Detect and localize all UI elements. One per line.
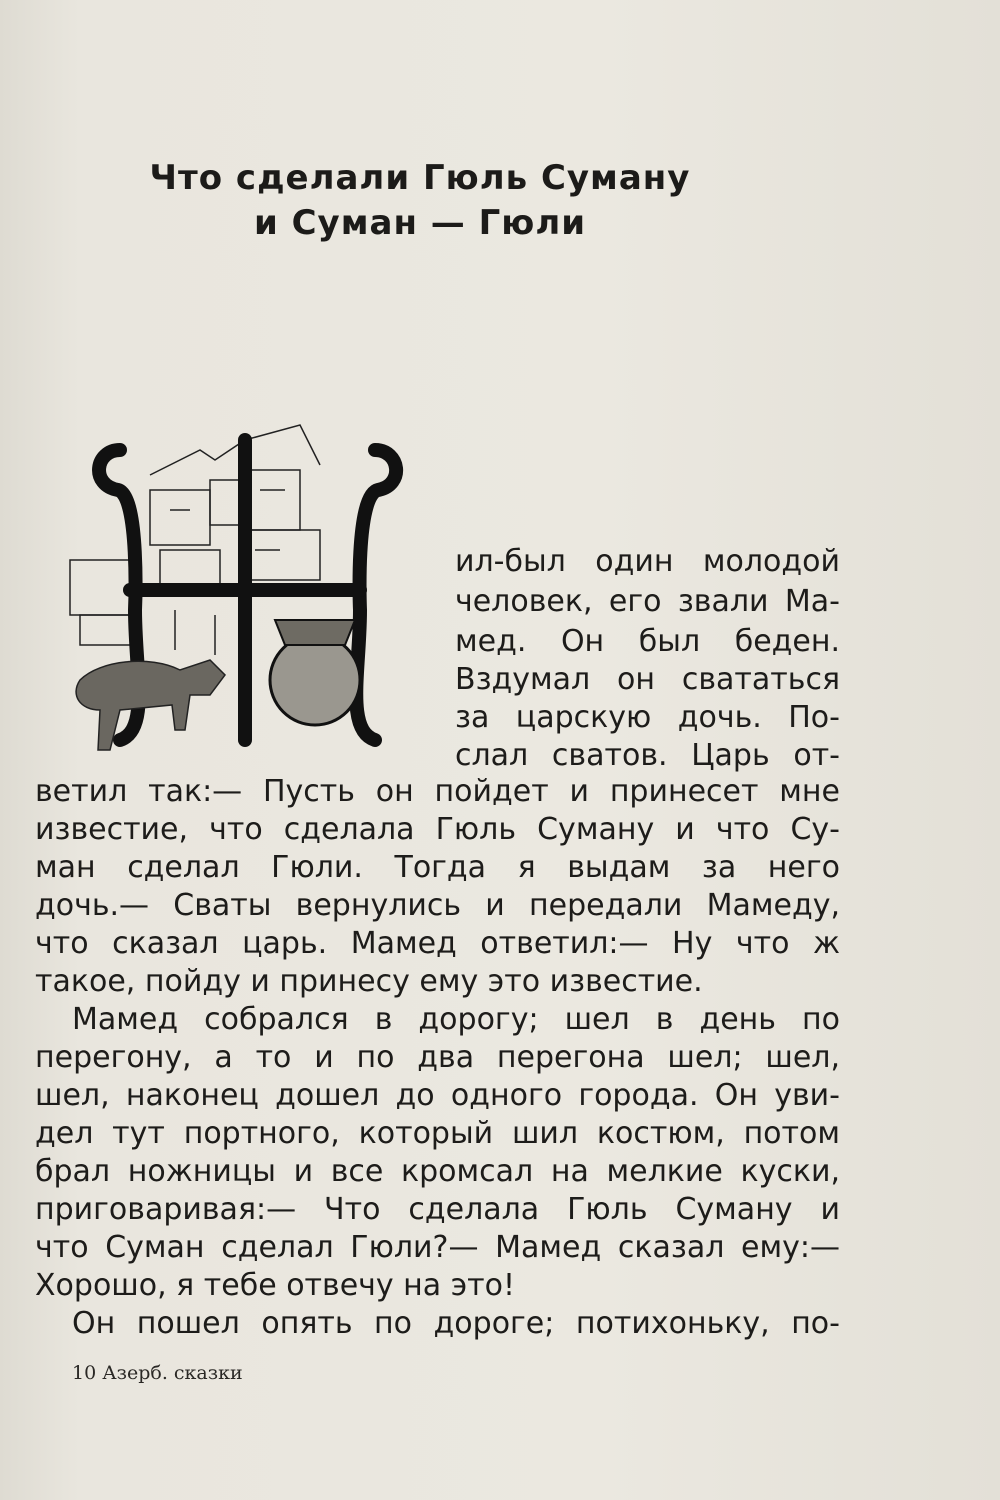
text-line: Он пошел опять по дороге; потихоньку, по-	[72, 1306, 840, 1341]
drop-cap-illustration	[40, 410, 440, 790]
text-line: Вздумал он свататься	[455, 662, 840, 697]
text-line: дочь.— Сваты вернулись и передали Мамеду,	[35, 888, 840, 923]
text-line: что Суман сделал Гюли?— Мамед сказал ему:—	[35, 1230, 840, 1265]
text-line: человек, его звали Ма-	[455, 584, 840, 619]
text-line: ман сделал Гюли. Тогда я выдам за него	[35, 850, 840, 885]
story-title-line-2: и Суман — Гюли	[253, 203, 587, 243]
text-line: мед. Он был беден.	[455, 624, 840, 659]
text-line: такое, пойду и принесу ему это известие.	[35, 964, 703, 999]
text-line: известие, что сделала Гюль Суману и что Су-	[35, 812, 840, 847]
text-line: ил-был один молодой	[455, 544, 840, 579]
text-line: слал сватов. Царь от-	[455, 738, 840, 773]
text-line: за царскую дочь. По-	[455, 700, 840, 735]
page-footer: 10 Азерб. сказки	[72, 1362, 243, 1384]
text-line: Хорошо, я тебе отвечу на это!	[35, 1268, 516, 1303]
text-line: ветил так:— Пусть он пойдет и принесет мне	[35, 774, 840, 809]
text-line: что сказал царь. Мамед ответил:— Ну что ж	[35, 926, 840, 961]
text-line: приговаривая:— Что сделала Гюль Суману и	[35, 1192, 840, 1227]
text-line: шел, наконец дошел до одного города. Он уви-	[35, 1078, 840, 1113]
text-line: брал ножницы и все кромсал на мелкие куски,	[35, 1154, 840, 1189]
text-line: перегону, а то и по два перегона шел; шел,	[35, 1040, 840, 1075]
story-title-line-1: Что сделали Гюль Суману	[149, 158, 691, 198]
text-line: дел тут портного, который шил костюм, потом	[35, 1116, 840, 1151]
text-line: Мамед собрался в дорогу; шел в день по	[72, 1002, 840, 1037]
